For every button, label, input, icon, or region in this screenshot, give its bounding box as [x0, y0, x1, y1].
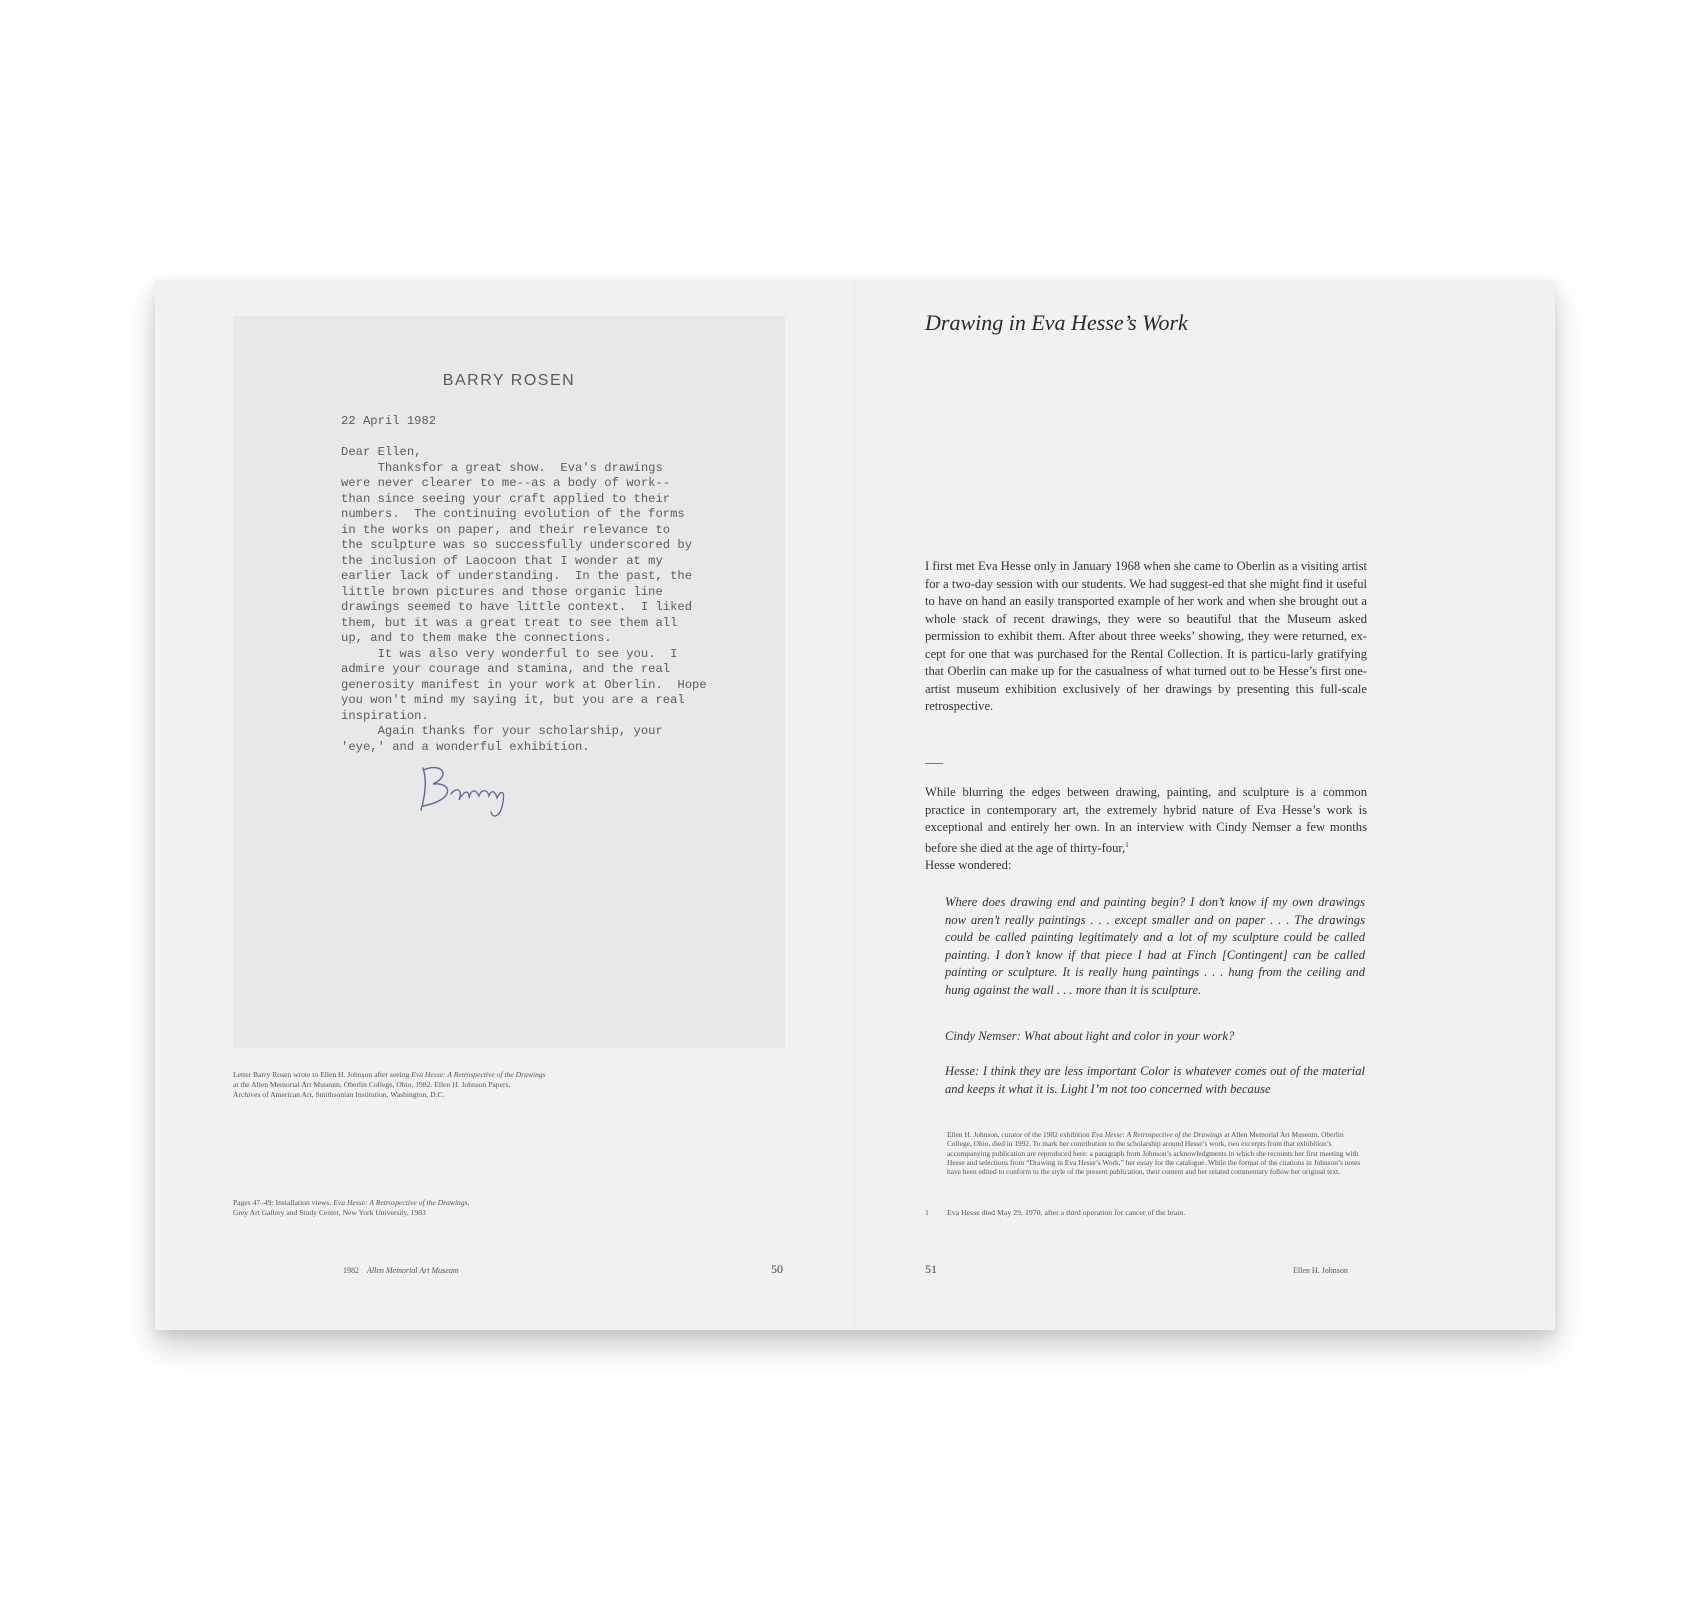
letter-line: Again thanks for your scholarship, your — [341, 724, 663, 738]
letter-reproduction — [233, 316, 785, 1048]
footnote-text: Eva Hesse died May 29, 1970, after a third operation for cancer of the brain. — [947, 1208, 1186, 1217]
caption-line: Grey Art Gallery and Study Center, New York University, 1983 — [233, 1207, 426, 1217]
essay-title: Drawing in Eva Hesse’s Work — [925, 310, 1188, 335]
letter-line: 'eye,' and a wonderful exhibition. — [341, 739, 590, 754]
letterhead: BARRY ROSEN — [442, 372, 576, 389]
caption-line: at the Allen Memorial Art Museum, Oberlin College, Ohio, 1982. Ellen H. Johnson Papers, — [233, 1079, 511, 1089]
letter-line: earlier lack of understanding. In the past, the — [341, 569, 693, 583]
letter-line: the inclusion of Laocoon that I wonder at my — [341, 553, 663, 568]
letter-body — [341, 414, 771, 755]
installation-caption — [233, 1198, 563, 1218]
block-quote: Hesse: I think they are less important Color is whatever comes out of the material and keeps it what it is. Light I’m not too concerned with because — [945, 1064, 1365, 1096]
note-text: at Allen Memorial Art Museum, Oberlin College, Ohio, died in 1992. To mark her contribution to the scholarship around Hesse’s work, two excerpts from that exhibition’s accompanying publication are reproduced here: a paragraph from Johnson’s acknowledgments in which she recounts her first meeting with Hesse and selections from “Drawing in Eva Hesse’s Work,” her essay for the catalogue. While the format of the citations in Johnson’s notes have been edited to conform to the style of the present publication, their content and her related commentary follow her original text. — [947, 1130, 1361, 1177]
letter-line: in the works on paper, and their relevance to — [341, 522, 671, 537]
letter-line: the sculpture was so successfully underscored by — [341, 538, 693, 552]
caption-line: Archives of American Art, Smithsonian Institution, Washington, D.C. — [233, 1089, 445, 1099]
handwritten-signature — [413, 760, 543, 824]
letter-line: admire your courage and stamina, and the real — [341, 662, 671, 676]
note-text: Ellen H. Johnson, curator of the 1982 exhibition — [947, 1130, 1092, 1139]
running-footer-left — [343, 1266, 459, 1275]
gutter — [854, 280, 856, 1330]
letter-line: up, and to them make the connections. — [341, 631, 612, 645]
letter-line: Dear Ellen, — [341, 445, 422, 459]
letter-line: 22 April 1982 — [341, 414, 437, 428]
paragraph-text: Hesse wondered: — [925, 858, 1012, 873]
folio-venue: Allen Memorial Art Museum — [367, 1266, 459, 1275]
body-paragraph — [925, 784, 1367, 875]
page-number-left: 50 — [771, 1262, 783, 1276]
running-footer-right: Ellen H. Johnson — [1293, 1266, 1348, 1275]
letter-line: than since seeing your craft applied to their — [341, 491, 671, 506]
letter-line: numbers. The continuing evolution of the forms — [341, 507, 685, 521]
body-paragraph: I first met Eva Hesse only in January 1968 when she came to Oberlin as a visiting artist for a two-day session with our students. We had suggest-ed that she might find it useful to have on hand an easily transported example of her work and when she brought out a whole stack of recent drawings, they were so beautiful that the Museum asked permission to exhibit them. After about three weeks’ showing, they were returned, ex-cept for one that was purchased for the Rental Collection. It is particu-larly gratifying that Oberlin can make up for the casualness of what turned out to be Hesse’s first one-artist museum exhibition exclusively of her drawings by presenting this full-scale retrospective. — [925, 559, 1367, 713]
footnote-number: 1 — [925, 1208, 929, 1217]
letter-line: little brown pictures and those organic line — [341, 584, 663, 599]
section-divider — [925, 763, 943, 764]
caption-exhibition-title: Eva Hesse: A Retrospective of the Drawings, — [333, 1198, 470, 1207]
letter-line: It was also very wonderful to see you. I — [341, 646, 678, 661]
folio-year: 1982 — [343, 1266, 359, 1275]
footnote — [925, 1208, 1365, 1217]
caption-text: Pages 47–49: Installation views, — [233, 1198, 334, 1207]
letter-line: Thanksfor a great show. Eva's drawings — [341, 460, 663, 475]
letter-line: them, but it was a great treat to see them all — [341, 615, 678, 630]
page-number-right: 51 — [925, 1262, 937, 1276]
editorial-note — [947, 1130, 1367, 1176]
caption-exhibition-title: Eva Hesse: A Retrospective of the Drawings — [411, 1070, 546, 1079]
footnote-reference: 1 — [1125, 840, 1129, 849]
block-quote: Cindy Nemser: What about light and color in your work? — [945, 1029, 1235, 1043]
letter-caption — [233, 1070, 673, 1099]
note-exhibition-title: Eva Hesse: A Retrospective of the Drawings — [1091, 1130, 1223, 1139]
paragraph-text: While blurring the edges between drawing, painting, and sculpture is a common practice in contemporary art, the extremely hybrid nature of Eva Hesse’s work is exceptional and entirely her own. In an interview with Cindy Nemser a few months before she died at the age of thirty-four, — [925, 785, 1367, 855]
letter-line: were never clearer to me--as a body of work-- — [341, 476, 671, 490]
letter-line: inspiration. — [341, 708, 429, 723]
caption-text: Letter Barry Rosen wrote to Ellen H. Johnson after seeing — [233, 1070, 412, 1079]
book-spread — [155, 280, 1555, 1330]
letter-line: generosity manifest in your work at Oberlin. Hope — [341, 677, 707, 692]
letter-line: you won't mind my saying it, but you are a real — [341, 693, 685, 707]
letter-line: drawings seemed to have little context. I liked — [341, 600, 693, 614]
block-quote: Where does drawing end and painting begin? I don’t know if my own drawings now aren’t really paintings . . . except smaller and on paper . . . The drawings could be called painting legitimately and a lot of my sculpture could be called painting. I don’t know if that piece I had at Finch [Contingent] can be called painting or sculpture. It is really hung paintings . . . hung from the ceiling and hung against the wall . . . more than it is sculpture. — [945, 895, 1365, 997]
